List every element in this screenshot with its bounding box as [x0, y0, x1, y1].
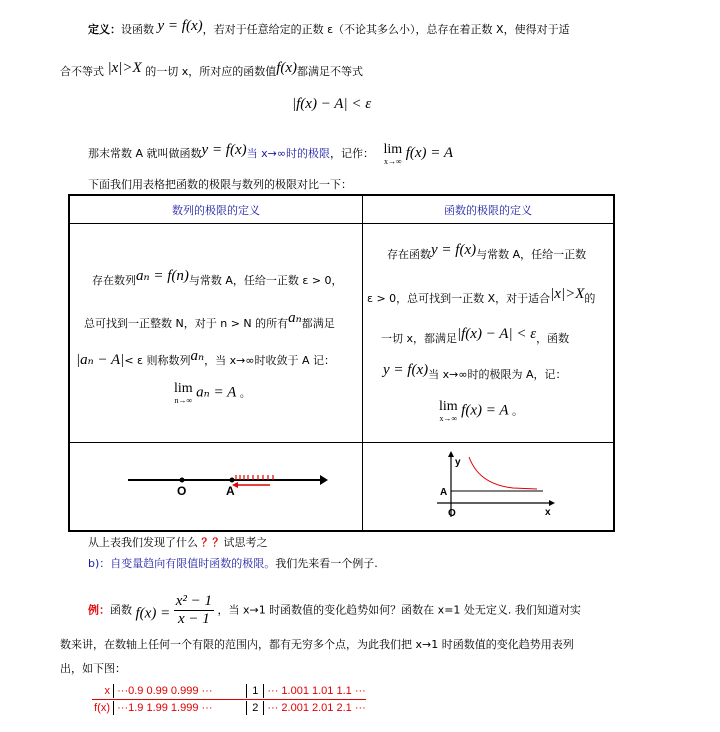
text: 总可找到一正整数 N，对于 n > N 的所有	[84, 317, 289, 330]
text: 存在数列	[92, 274, 136, 287]
formula-an: aₙ	[288, 310, 302, 326]
formula-y-fx: y = f(x)	[431, 242, 477, 258]
text: 都满足不等式	[297, 65, 364, 78]
fx-row	[92, 700, 366, 716]
formula-inequality: |f(x) − A| < ε	[292, 96, 372, 112]
example-line-1	[88, 593, 581, 628]
number-line-cell	[69, 443, 363, 532]
x-left-values: ···0.9 0.99 0.999 ···	[117, 685, 213, 697]
part-b-heading: b)：自变量趋向有限值时函数的极限。	[88, 557, 276, 570]
fraction-numerator: x² − 1	[175, 593, 212, 609]
text: ，当 x→∞时收敛于 A 记：	[204, 354, 335, 367]
text: 试思考之	[223, 536, 268, 549]
part-b	[88, 555, 378, 571]
text: < ε 则称数列	[124, 354, 191, 367]
question-marks: ？？	[201, 536, 224, 549]
text: 设函数	[121, 23, 154, 36]
formula-abs-x: |x|>X	[550, 286, 585, 302]
text: ε > 0，总可找到一正数 X，对于适合	[367, 292, 551, 305]
function-graph-cell	[363, 443, 615, 532]
origin-point	[180, 478, 185, 483]
fx-mid-value: 2	[252, 702, 259, 714]
x-label: x	[545, 507, 551, 518]
fx-row-label: f(x)	[94, 702, 110, 714]
text: 都满足	[301, 317, 335, 330]
x-axis-arrow	[549, 500, 555, 506]
intro-text: 下面我们用表格把函数的极限与数列的极限对比一下：	[88, 178, 352, 191]
a-label: A	[440, 487, 448, 498]
y-axis-arrow	[448, 451, 454, 457]
function-graph-figure	[363, 443, 613, 530]
x-row	[92, 683, 366, 700]
number-line-figure	[70, 443, 362, 530]
x-mid-value: 1	[252, 685, 259, 697]
limit-statement	[88, 142, 453, 166]
fraction-denominator: x − 1	[177, 611, 210, 627]
found-text	[88, 534, 268, 550]
formula-an: aₙ = f(n)	[136, 268, 189, 284]
column-header-sequence: 数列的极限的定义	[69, 195, 363, 224]
text: ，若对于任意给定的正数 ε（不论其多么小），总存在着正数 X，使得对于适	[202, 23, 570, 36]
text: ，函数	[536, 332, 570, 345]
formula-fx: f(x)	[276, 60, 298, 76]
text: 函数	[110, 603, 132, 617]
origin-label: O	[448, 508, 456, 519]
x-right-values: ··· 1.001 1.01 1.1 ···	[267, 685, 366, 697]
example-line-2: 数来讲，在数轴上任何一个有限的范围内，都有无穷多个点，为此我们把 x→1 时函数值的变化趋势用表列	[60, 638, 574, 651]
column-header-function: 函数的极限的定义	[363, 195, 615, 224]
function-curve	[469, 457, 537, 489]
example-label: 例：	[88, 603, 110, 617]
text: ，记作：	[330, 147, 375, 160]
formula-an: aₙ	[190, 348, 205, 364]
formula-abs-x: |x|>X	[107, 60, 142, 76]
text: 我们先来看一个例子.	[275, 557, 378, 570]
y-label: y	[455, 457, 461, 468]
example-line-3: 出，如下图：	[60, 662, 126, 675]
text: 合不等式	[60, 65, 104, 78]
fx-right-values: ··· 2.001 2.01 2.1 ···	[267, 702, 366, 714]
limit-point	[230, 478, 235, 483]
formula-inequality: |f(x) − A| < ε	[457, 326, 537, 342]
formula-lhs: f(x) =	[135, 605, 171, 622]
text: 存在函数	[387, 248, 431, 261]
text: 从上表我们发现了什么	[88, 536, 198, 549]
text: 一切 x，都满足	[381, 332, 458, 345]
comparison-table	[68, 194, 615, 532]
x-row-label: x	[104, 685, 110, 697]
text: ，当 x→1 时函数值的变化趋势如何？函数在 x=1 处无定义. 我们知道对实	[217, 603, 581, 617]
function-definition-cell	[363, 224, 615, 443]
text: 的一切 x，所对应的函数值	[145, 65, 277, 78]
values-table	[92, 683, 366, 716]
text: 的	[584, 292, 596, 305]
text: 当 x→∞时的极限为 A，记：	[428, 368, 567, 381]
limit-term: 当 x→∞时的极限	[246, 147, 331, 160]
lim-notation: lim x→∞	[439, 399, 458, 423]
definition-line-1	[88, 18, 570, 37]
text: 那末常数 A 就叫做函数	[88, 147, 202, 160]
definition-line-2	[60, 60, 363, 79]
formula-y-fx: y = f(x)	[383, 362, 429, 378]
lim-notation: lim x→∞	[383, 141, 403, 166]
lim-notation: lim n→∞	[174, 381, 193, 405]
lim-expression: aₙ = A	[196, 384, 237, 401]
fraction	[174, 593, 214, 628]
text: 。	[512, 404, 524, 418]
limit-label: A	[226, 484, 235, 498]
formula-y-fx: y = f(x)	[201, 142, 247, 158]
number-line-arrow	[320, 475, 328, 485]
lim-expression: f(x) = A	[461, 402, 509, 419]
formula-abs-an: |aₙ − A|	[76, 352, 125, 368]
text: 。	[239, 386, 251, 400]
fx-left-values: ···1.9 1.99 1.999 ···	[117, 702, 213, 714]
text: 与常数 A，任给一正数 ε > 0，	[188, 274, 343, 287]
lim-expression: f(x) = A	[405, 145, 454, 161]
text: 与常数 A，任给一正数	[476, 248, 587, 261]
formula-y-fx: y = f(x)	[157, 18, 203, 34]
definition-title: 定义：	[88, 23, 121, 36]
sequence-definition-cell	[69, 224, 363, 443]
origin-label: O	[177, 484, 187, 498]
